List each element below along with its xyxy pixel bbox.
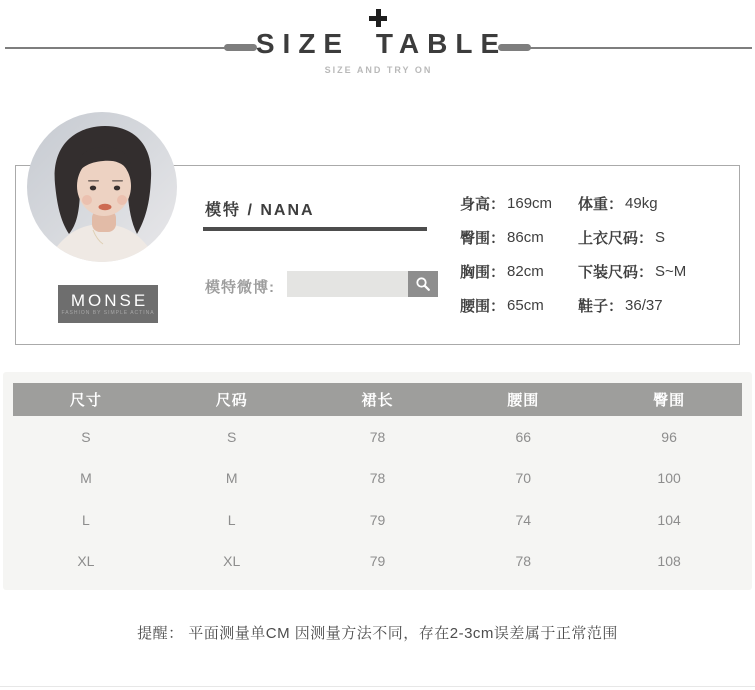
model-name-label: 模特 / NANA [205,202,315,219]
col-header-size-code: 尺码 [215,392,248,409]
model-stats-left-column [460,186,552,322]
brand-badge [58,285,158,323]
page-subtitle: SIZE AND TRY ON [324,65,433,75]
stat-bust: 胸围： 82cm [460,262,544,281]
col-header-waist: 腰围 [507,392,540,409]
stat-height: 身高： 169cm [460,194,553,213]
col-header-hip: 臀围 [653,392,686,409]
weibo-search-input[interactable] [287,271,408,297]
table-row-xl: XL XL 79 78 108 [77,553,681,570]
model-photo-illustration [27,112,177,262]
size-table-header [13,383,742,416]
plus-icon [369,9,387,27]
brand-tagline: FASHION BY SIMPLE ACTINA [61,310,155,316]
bottom-divider [0,686,755,687]
model-stats-right-column [578,186,686,322]
table-row-l: L L 79 74 104 [82,511,681,528]
stat-weight: 体重： 49kg [578,194,658,213]
model-avatar [27,112,177,262]
table-row-s: S S 78 66 96 [81,428,677,445]
model-name-underline [203,227,427,231]
weibo-search-button[interactable] [408,271,438,297]
stat-top-size: 上衣尺码： S [578,228,666,247]
brand-name: MONSE [70,291,149,310]
stat-bottom-size: 下装尺码： S~M [578,262,687,281]
page-title: SIZE TABLE [255,28,508,59]
stat-shoe-size: 鞋子： 36/37 [578,296,663,315]
search-icon [415,276,431,292]
stat-waist: 腰围： 65cm [460,296,544,315]
col-header-size: 尺寸 [69,392,102,409]
size-table-body [13,416,742,582]
weibo-label: 模特微博: [205,279,275,296]
measurement-note: 提醒： 平面测量单CM 因测量方法不同，存在2-3cm误差属于正常范围 [137,625,618,642]
stat-hip: 臀围： 86cm [460,228,544,247]
col-header-skirt-length: 裙长 [361,392,394,409]
table-row-m: M M 78 70 100 [80,470,681,487]
